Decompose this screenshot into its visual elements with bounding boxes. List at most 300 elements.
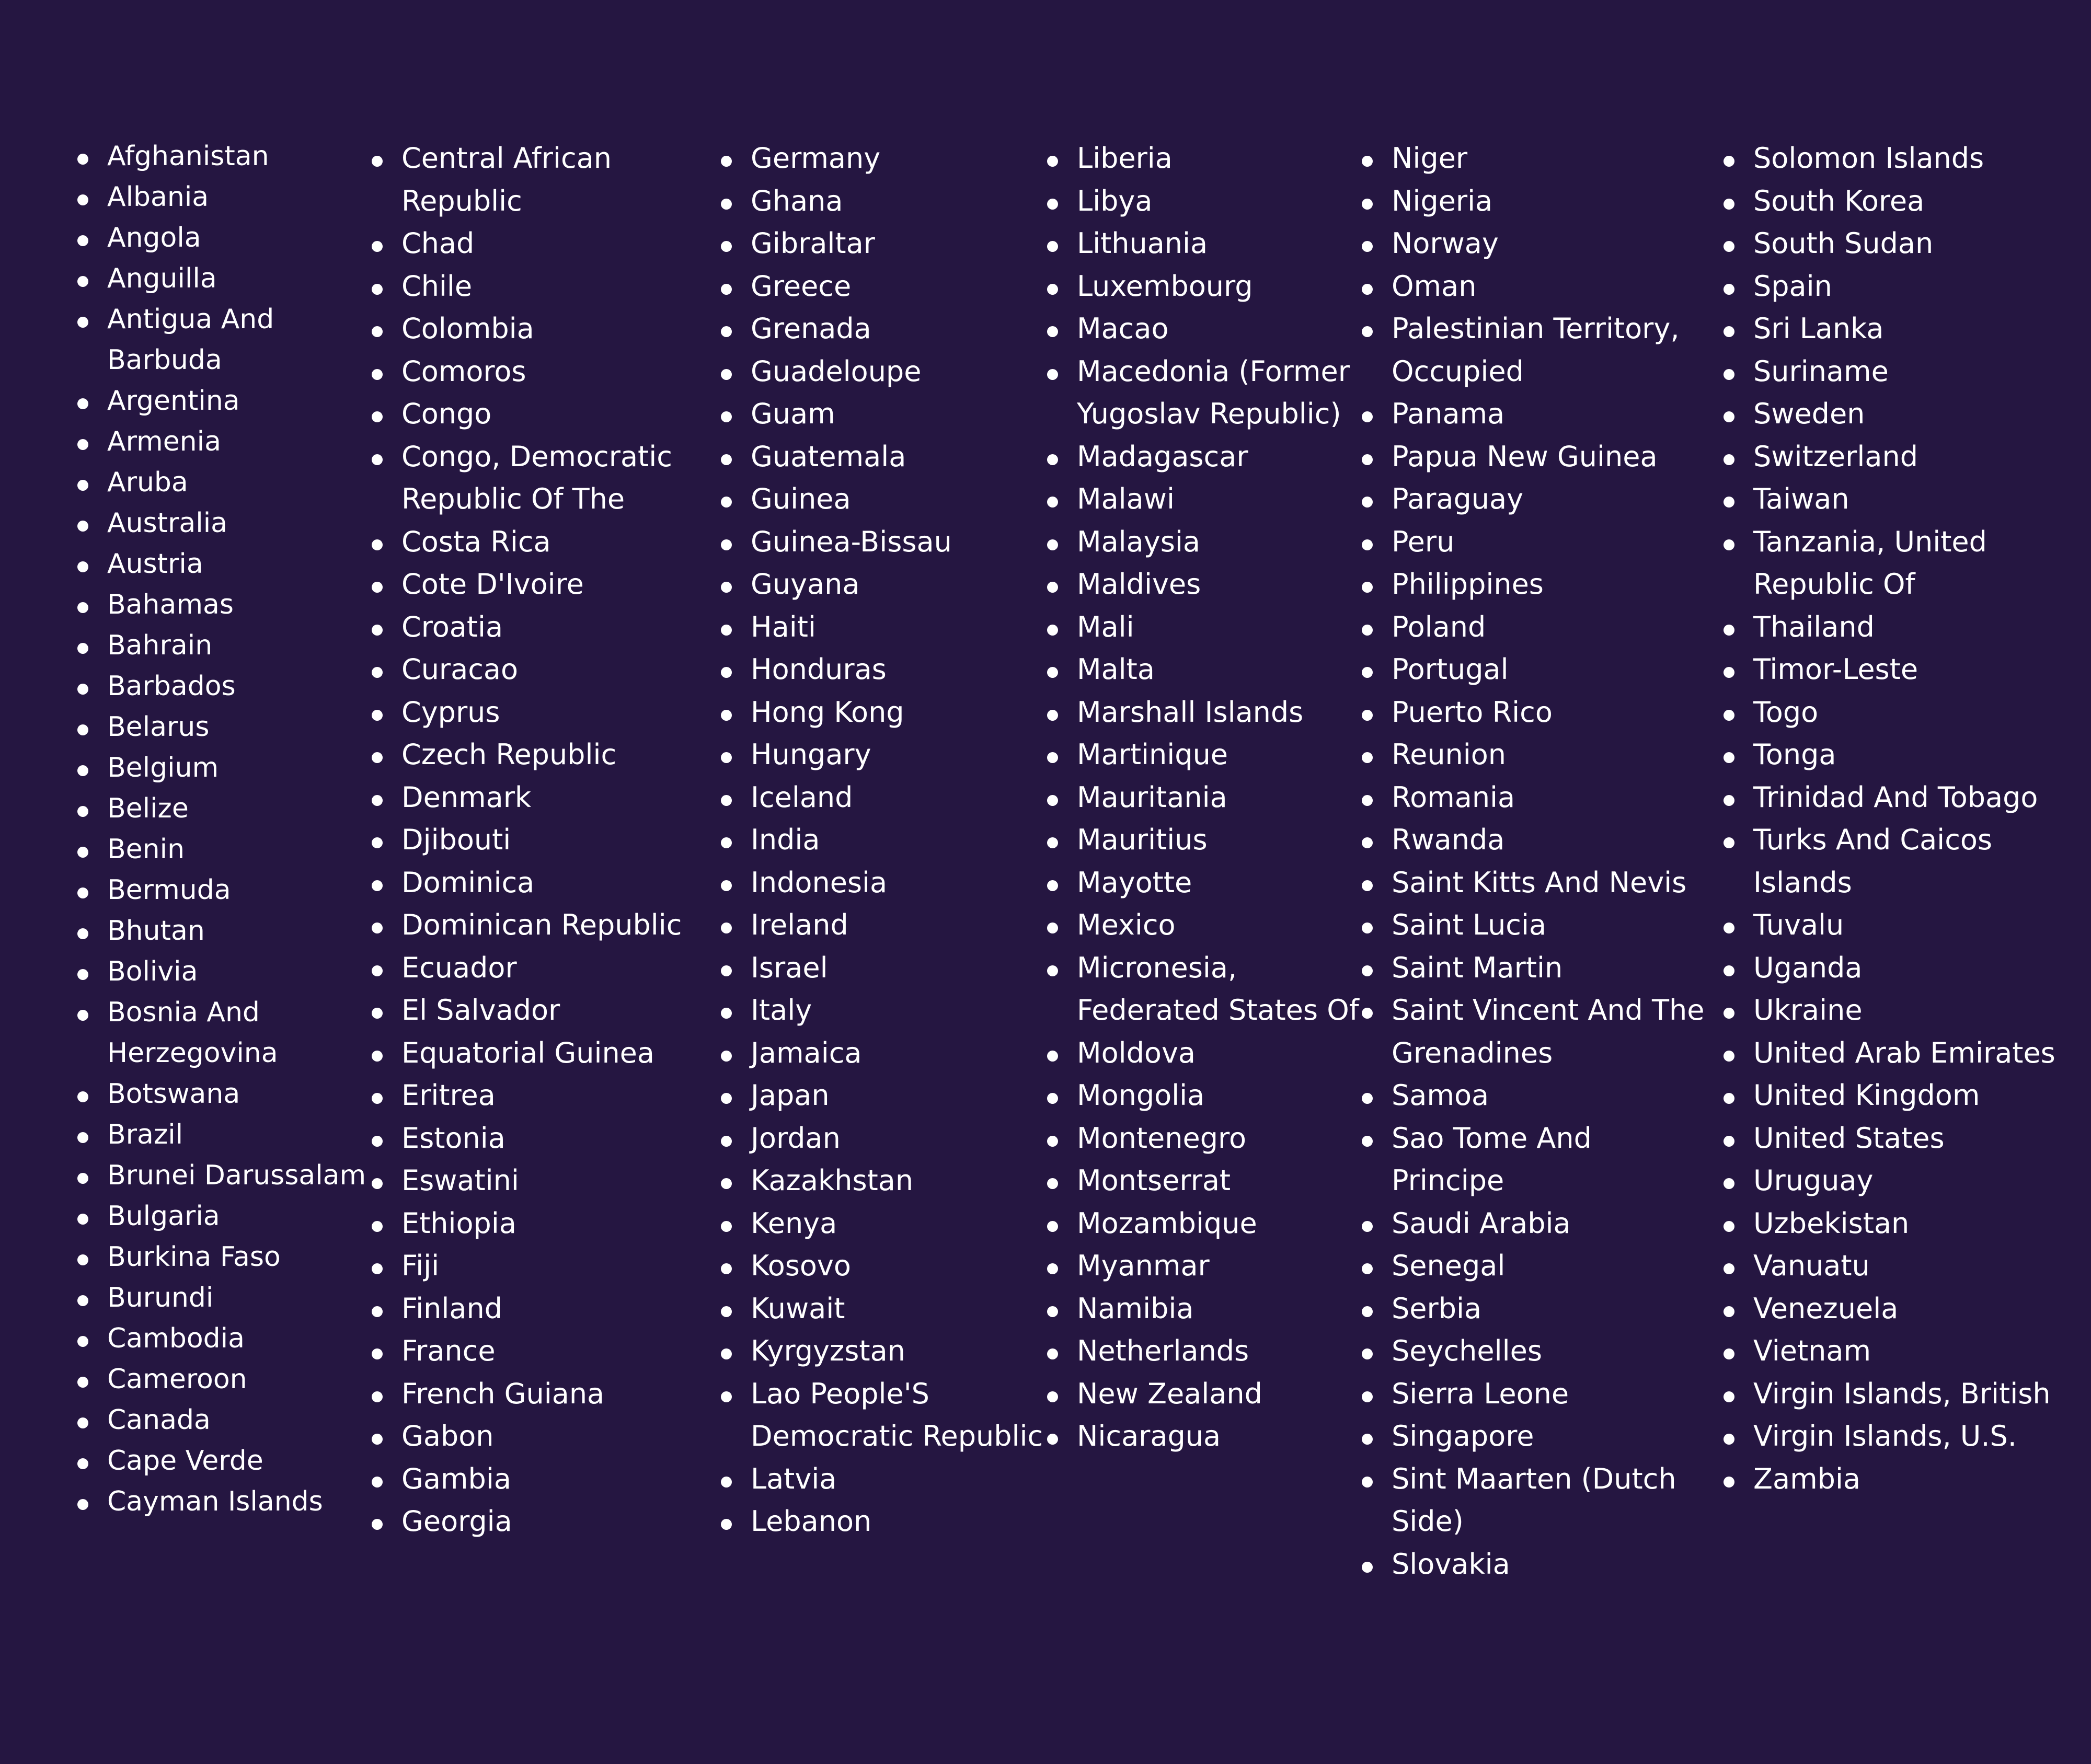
country-list-item bbox=[751, 733, 1051, 776]
country-list-item bbox=[107, 503, 374, 544]
country-name: Australia bbox=[107, 508, 228, 539]
country-name: Croatia bbox=[401, 610, 503, 643]
country-list-item bbox=[1077, 1330, 1380, 1373]
country-name: Bulgaria bbox=[107, 1201, 220, 1232]
country-name: Central African Republic bbox=[401, 142, 612, 217]
country-list-item bbox=[401, 861, 694, 904]
country-list-item bbox=[107, 258, 374, 299]
country-name: Chad bbox=[401, 227, 475, 260]
country-list-item bbox=[751, 1330, 1051, 1373]
country-list-item bbox=[107, 421, 374, 462]
country-name: Congo bbox=[401, 397, 492, 430]
country-list-item bbox=[751, 478, 1051, 521]
country-list-item bbox=[751, 1159, 1051, 1202]
country-list-item bbox=[1077, 1415, 1380, 1458]
country-list-item bbox=[1077, 904, 1380, 947]
country-list-item bbox=[107, 1277, 374, 1318]
country-list-item bbox=[1392, 478, 1711, 521]
country-list-item bbox=[1753, 1244, 2078, 1287]
country-name: Kosovo bbox=[751, 1249, 851, 1282]
country-name: Portugal bbox=[1392, 653, 1509, 686]
country-list-item bbox=[1753, 989, 2078, 1032]
country-list-item bbox=[1753, 393, 2078, 435]
country-name: Cayman Islands bbox=[107, 1486, 323, 1517]
country-list-item bbox=[1077, 733, 1380, 776]
country-list-item bbox=[1077, 1074, 1380, 1117]
country-column-5 bbox=[1392, 137, 1711, 1585]
country-name: Singapore bbox=[1392, 1420, 1534, 1452]
country-name: Israel bbox=[751, 951, 828, 984]
country-name: Japan bbox=[751, 1079, 830, 1112]
country-name: Gambia bbox=[401, 1462, 511, 1495]
country-list-item bbox=[751, 606, 1051, 649]
country-list-item bbox=[751, 776, 1051, 819]
country-name: Malta bbox=[1077, 653, 1155, 686]
country-name: Iceland bbox=[751, 780, 853, 814]
country-name: Indonesia bbox=[751, 866, 888, 899]
country-list-item bbox=[1392, 648, 1711, 691]
country-list-item bbox=[1392, 904, 1711, 947]
country-name: El Salvador bbox=[401, 994, 560, 1027]
country-name: Burkina Faso bbox=[107, 1241, 281, 1273]
country-list-item bbox=[401, 606, 694, 649]
country-list-item bbox=[401, 691, 694, 734]
country-list-item bbox=[1077, 818, 1380, 861]
country-name: Samoa bbox=[1392, 1079, 1489, 1112]
country-list-item bbox=[401, 137, 694, 222]
country-list-item bbox=[1392, 265, 1711, 308]
country-list-item bbox=[401, 563, 694, 606]
country-name: Hungary bbox=[751, 738, 871, 771]
country-list-item bbox=[401, 1373, 694, 1415]
country-list-item bbox=[1077, 648, 1380, 691]
country-list-item bbox=[1392, 1244, 1711, 1287]
country-name: Anguilla bbox=[107, 263, 217, 294]
country-name: Ethiopia bbox=[401, 1206, 516, 1240]
country-name: Rwanda bbox=[1392, 823, 1505, 856]
country-name: Malawi bbox=[1077, 482, 1175, 515]
country-list-item bbox=[1077, 1117, 1380, 1160]
country-list-item bbox=[1753, 307, 2078, 350]
country-list-item bbox=[1392, 563, 1711, 606]
country-name: Benin bbox=[107, 834, 185, 865]
country-name: Saudi Arabia bbox=[1392, 1206, 1571, 1240]
country-name: Oman bbox=[1392, 269, 1477, 303]
country-name: Martinique bbox=[1077, 738, 1228, 771]
country-list-item bbox=[107, 299, 374, 381]
country-name: Kenya bbox=[751, 1206, 837, 1240]
country-list-item bbox=[1392, 222, 1711, 265]
country-name: Equatorial Guinea bbox=[401, 1036, 654, 1069]
country-name: Mayotte bbox=[1077, 866, 1192, 899]
country-list-item bbox=[401, 1159, 694, 1202]
country-name: Eswatini bbox=[401, 1164, 519, 1197]
country-name: Madagascar bbox=[1077, 440, 1248, 473]
country-name: Cape Verde bbox=[107, 1445, 263, 1477]
country-list-item bbox=[1392, 606, 1711, 649]
country-list-item bbox=[751, 1202, 1051, 1245]
country-list-item bbox=[1077, 222, 1380, 265]
country-list-item bbox=[1753, 1032, 2078, 1075]
country-list-item bbox=[751, 818, 1051, 861]
country-name: Finland bbox=[401, 1292, 502, 1325]
country-list-item bbox=[401, 1330, 694, 1373]
country-column-2 bbox=[401, 137, 694, 1543]
country-name: Guinea bbox=[751, 482, 851, 515]
country-name: Kuwait bbox=[751, 1292, 845, 1325]
country-name: Honduras bbox=[751, 653, 887, 686]
country-name: Switzerland bbox=[1753, 440, 1918, 473]
country-name: Lao People'S Democratic Republic bbox=[751, 1377, 1043, 1452]
country-name: Botswana bbox=[107, 1078, 240, 1110]
country-list-item bbox=[1753, 904, 2078, 947]
country-column-3 bbox=[751, 137, 1051, 1543]
country-list-item bbox=[107, 666, 374, 707]
country-name: Guinea-Bissau bbox=[751, 525, 952, 558]
country-list-item bbox=[1392, 1202, 1711, 1245]
country-list-item bbox=[107, 1074, 374, 1114]
country-name: Cyprus bbox=[401, 695, 500, 729]
country-name: Colombia bbox=[401, 312, 534, 345]
country-name: Slovakia bbox=[1392, 1547, 1510, 1581]
country-list-item bbox=[1392, 521, 1711, 563]
country-name: Brazil bbox=[107, 1119, 183, 1150]
country-name: Mali bbox=[1077, 610, 1134, 643]
country-list-item bbox=[751, 648, 1051, 691]
country-name: Cameroon bbox=[107, 1364, 247, 1395]
country-name: Dominica bbox=[401, 866, 535, 899]
country-list-item bbox=[107, 870, 374, 910]
country-name: Estonia bbox=[401, 1121, 505, 1155]
country-list-item bbox=[751, 1373, 1051, 1458]
country-name: Sao Tome And Principe bbox=[1392, 1121, 1592, 1197]
country-name: Reunion bbox=[1392, 738, 1507, 771]
country-name: Lebanon bbox=[751, 1505, 872, 1538]
country-name: Togo bbox=[1753, 695, 1819, 729]
country-name: Puerto Rico bbox=[1392, 695, 1553, 729]
country-list-item bbox=[1392, 1330, 1711, 1373]
country-list-item bbox=[751, 691, 1051, 734]
country-name: Afghanistan bbox=[107, 141, 269, 172]
country-name: Moldova bbox=[1077, 1036, 1196, 1069]
country-name: Sint Maarten (Dutch Side) bbox=[1392, 1462, 1676, 1538]
country-name: Georgia bbox=[401, 1505, 512, 1538]
country-list-item bbox=[1077, 307, 1380, 350]
country-name: Belize bbox=[107, 793, 189, 824]
country-name: French Guiana bbox=[401, 1377, 605, 1410]
country-name: Philippines bbox=[1392, 568, 1544, 601]
country-name: Guadeloupe bbox=[751, 354, 922, 388]
country-name: Barbados bbox=[107, 671, 236, 702]
country-name: Norway bbox=[1392, 227, 1499, 260]
country-list-item bbox=[401, 1415, 694, 1458]
country-name: Tuvalu bbox=[1753, 908, 1844, 941]
country-name: Taiwan bbox=[1753, 482, 1849, 515]
country-list-item bbox=[401, 1287, 694, 1330]
country-name: Montserrat bbox=[1077, 1164, 1231, 1197]
country-name: Jamaica bbox=[751, 1036, 862, 1069]
country-name: Seychelles bbox=[1392, 1334, 1542, 1367]
country-list-item bbox=[1753, 1415, 2078, 1458]
country-list-item bbox=[1753, 947, 2078, 989]
country-name: Ukraine bbox=[1753, 994, 1863, 1027]
country-list-item bbox=[401, 521, 694, 563]
country-list-item bbox=[1753, 1159, 2078, 1202]
country-list-item bbox=[401, 350, 694, 393]
country-name: Lithuania bbox=[1077, 227, 1208, 260]
country-list-item bbox=[1392, 989, 1711, 1074]
country-list-item bbox=[107, 1155, 374, 1196]
country-list-item bbox=[751, 137, 1051, 180]
country-list-item bbox=[751, 307, 1051, 350]
country-list-item bbox=[107, 910, 374, 951]
country-list-item bbox=[1077, 1202, 1380, 1245]
country-name: Guyana bbox=[751, 568, 860, 601]
country-list-item bbox=[107, 1400, 374, 1440]
country-list-item bbox=[1753, 137, 2078, 180]
country-list-item bbox=[1392, 1287, 1711, 1330]
country-column-6 bbox=[1753, 137, 2078, 1500]
country-list-item bbox=[401, 393, 694, 435]
country-list-item bbox=[1392, 818, 1711, 861]
country-list-item bbox=[1392, 393, 1711, 435]
country-list-item bbox=[1077, 691, 1380, 734]
country-name: Zambia bbox=[1753, 1462, 1861, 1495]
country-list-item bbox=[1753, 222, 2078, 265]
country-list-item bbox=[107, 829, 374, 870]
country-list-item bbox=[751, 1244, 1051, 1287]
country-name: Costa Rica bbox=[401, 525, 551, 558]
country-list-item bbox=[107, 747, 374, 788]
country-list-item bbox=[401, 265, 694, 308]
country-list-item bbox=[751, 1032, 1051, 1075]
country-list-item bbox=[107, 462, 374, 503]
country-name: Mongolia bbox=[1077, 1079, 1205, 1112]
country-name: Myanmar bbox=[1077, 1249, 1210, 1282]
country-list-item bbox=[107, 1440, 374, 1481]
country-list-item bbox=[1077, 1032, 1380, 1075]
country-name: Sweden bbox=[1753, 397, 1865, 430]
country-name: Germany bbox=[751, 142, 881, 175]
country-column-4 bbox=[1077, 137, 1380, 1458]
country-list-item bbox=[1392, 180, 1711, 223]
country-name: Luxembourg bbox=[1077, 269, 1253, 303]
country-name: Palestinian Territory, Occupied bbox=[1392, 312, 1680, 388]
country-name: Saint Lucia bbox=[1392, 908, 1547, 941]
country-column-1 bbox=[107, 136, 374, 1522]
country-name: Kyrgyzstan bbox=[751, 1334, 905, 1367]
country-list-item bbox=[1077, 776, 1380, 819]
country-list-item bbox=[1753, 350, 2078, 393]
country-list-item bbox=[401, 989, 694, 1032]
country-name: Libya bbox=[1077, 184, 1153, 217]
country-list-item bbox=[1753, 1202, 2078, 1245]
country-list-item bbox=[1753, 818, 2078, 904]
country-name: Saint Martin bbox=[1392, 951, 1563, 984]
country-name: United Arab Emirates bbox=[1753, 1036, 2055, 1069]
country-name: Namibia bbox=[1077, 1292, 1194, 1325]
country-list-item bbox=[107, 1196, 374, 1237]
country-name: Vietnam bbox=[1753, 1334, 1871, 1367]
country-name: Nigeria bbox=[1392, 184, 1493, 217]
country-list-item bbox=[1753, 1373, 2078, 1415]
country-name: Djibouti bbox=[401, 823, 511, 856]
country-name: Mozambique bbox=[1077, 1206, 1257, 1240]
country-list-item bbox=[751, 521, 1051, 563]
country-name: Timor-Leste bbox=[1753, 653, 1918, 686]
country-list-item bbox=[751, 563, 1051, 606]
country-name: Uruguay bbox=[1753, 1164, 1874, 1197]
country-list-item bbox=[751, 904, 1051, 947]
country-name: Dominican Republic bbox=[401, 908, 682, 941]
country-name: Sierra Leone bbox=[1392, 1377, 1569, 1410]
country-list-item bbox=[751, 989, 1051, 1032]
country-list-item bbox=[1753, 180, 2078, 223]
country-list-item bbox=[1077, 1244, 1380, 1287]
country-name: Ghana bbox=[751, 184, 843, 217]
country-name: Uzbekistan bbox=[1753, 1206, 1910, 1240]
country-list-item bbox=[1753, 1074, 2078, 1117]
country-list-item bbox=[751, 435, 1051, 478]
country-list-item bbox=[1077, 861, 1380, 904]
country-name: Trinidad And Tobago bbox=[1753, 780, 2038, 814]
country-list-item bbox=[401, 1032, 694, 1075]
country-name: United Kingdom bbox=[1753, 1079, 1980, 1112]
country-name: Paraguay bbox=[1392, 482, 1524, 515]
country-list-item bbox=[1392, 947, 1711, 989]
country-list-item bbox=[107, 951, 374, 992]
country-list-item bbox=[401, 904, 694, 947]
country-name: South Sudan bbox=[1753, 227, 1934, 260]
country-name: Mauritius bbox=[1077, 823, 1208, 856]
country-name: Cambodia bbox=[107, 1323, 245, 1354]
country-list-item bbox=[1753, 435, 2078, 478]
country-list-item bbox=[401, 947, 694, 989]
country-list-item bbox=[1077, 947, 1380, 1032]
country-list-item bbox=[107, 217, 374, 258]
country-name: Bahrain bbox=[107, 630, 213, 661]
country-list-item bbox=[401, 1244, 694, 1287]
country-list-item bbox=[1753, 606, 2078, 649]
country-name: Jordan bbox=[751, 1121, 841, 1155]
country-name: United States bbox=[1753, 1121, 1945, 1155]
country-list-item bbox=[107, 1481, 374, 1522]
country-list-item bbox=[107, 1237, 374, 1277]
country-name: Malaysia bbox=[1077, 525, 1200, 558]
country-list-item bbox=[1392, 435, 1711, 478]
country-list-item bbox=[1392, 776, 1711, 819]
country-name: Bhutan bbox=[107, 915, 205, 947]
country-list-item bbox=[1392, 1458, 1711, 1543]
country-name: Panama bbox=[1392, 397, 1505, 430]
country-list-item bbox=[1753, 733, 2078, 776]
country-name: Peru bbox=[1392, 525, 1455, 558]
country-list-item bbox=[1753, 1117, 2078, 1160]
country-list-item bbox=[1077, 563, 1380, 606]
country-list-item bbox=[107, 788, 374, 829]
country-name: Guam bbox=[751, 397, 835, 430]
country-name: Ireland bbox=[751, 908, 848, 941]
country-name: Micronesia, Federated States Of bbox=[1077, 951, 1359, 1027]
country-name: Curacao bbox=[401, 653, 519, 686]
country-list-item bbox=[401, 307, 694, 350]
country-name: Austria bbox=[107, 548, 203, 580]
country-list-item bbox=[1753, 648, 2078, 691]
country-list-item bbox=[1077, 1287, 1380, 1330]
country-list-item bbox=[401, 1458, 694, 1501]
country-name: Uganda bbox=[1753, 951, 1863, 984]
country-list-item bbox=[751, 350, 1051, 393]
country-list-item bbox=[107, 544, 374, 584]
country-name: Belgium bbox=[107, 752, 219, 783]
country-name: Saint Kitts And Nevis bbox=[1392, 866, 1687, 899]
country-name: Grenada bbox=[751, 312, 871, 345]
country-name: Canada bbox=[107, 1404, 211, 1436]
country-name: Ecuador bbox=[401, 951, 517, 984]
country-name: Senegal bbox=[1392, 1249, 1506, 1282]
country-name: Vanuatu bbox=[1753, 1249, 1870, 1282]
country-name: Guatemala bbox=[751, 440, 906, 473]
country-name: Thailand bbox=[1753, 610, 1875, 643]
country-name: Aruba bbox=[107, 467, 188, 498]
country-list-item bbox=[1077, 1373, 1380, 1415]
country-name: Bahamas bbox=[107, 589, 234, 620]
country-list-item bbox=[1392, 1117, 1711, 1202]
country-name: Saint Vincent And The Grenadines bbox=[1392, 994, 1705, 1069]
country-name: Burundi bbox=[107, 1282, 214, 1313]
country-list-item bbox=[751, 1287, 1051, 1330]
country-name: Gabon bbox=[401, 1420, 494, 1452]
country-name: Venezuela bbox=[1753, 1292, 1899, 1325]
country-list-item bbox=[107, 625, 374, 666]
country-name: Mauritania bbox=[1077, 780, 1227, 814]
country-name: Denmark bbox=[401, 780, 532, 814]
country-name: Argentina bbox=[107, 385, 240, 417]
country-name: Tanzania, United Republic Of bbox=[1753, 525, 1987, 601]
country-list-item bbox=[401, 1074, 694, 1117]
country-list-item bbox=[751, 1074, 1051, 1117]
country-name: Latvia bbox=[751, 1462, 837, 1495]
country-name: Macao bbox=[1077, 312, 1169, 345]
country-list-item bbox=[107, 707, 374, 747]
country-name: Sri Lanka bbox=[1753, 312, 1884, 345]
country-name: Bolivia bbox=[107, 956, 198, 987]
country-list-item bbox=[401, 648, 694, 691]
country-name: Tonga bbox=[1753, 738, 1836, 771]
country-list-item bbox=[1077, 137, 1380, 180]
country-list-item bbox=[107, 381, 374, 421]
country-list-item bbox=[751, 180, 1051, 223]
country-list-item bbox=[107, 1114, 374, 1155]
country-name: Armenia bbox=[107, 426, 221, 457]
country-list-item bbox=[751, 1458, 1051, 1501]
country-list-item bbox=[401, 733, 694, 776]
country-list-item bbox=[1077, 265, 1380, 308]
country-name: Liberia bbox=[1077, 142, 1173, 175]
country-name: Gibraltar bbox=[751, 227, 875, 260]
country-name: Spain bbox=[1753, 269, 1832, 303]
country-name: Turks And Caicos Islands bbox=[1753, 823, 1993, 899]
country-name: Fiji bbox=[401, 1249, 440, 1282]
country-list-item bbox=[751, 265, 1051, 308]
country-list-item bbox=[107, 136, 374, 177]
country-list-item bbox=[751, 1117, 1051, 1160]
country-name: Brunei Darussalam bbox=[107, 1160, 366, 1191]
country-name: Bermuda bbox=[107, 874, 231, 906]
country-list-item bbox=[107, 1318, 374, 1359]
country-list-item bbox=[1077, 478, 1380, 521]
country-list-item bbox=[401, 222, 694, 265]
